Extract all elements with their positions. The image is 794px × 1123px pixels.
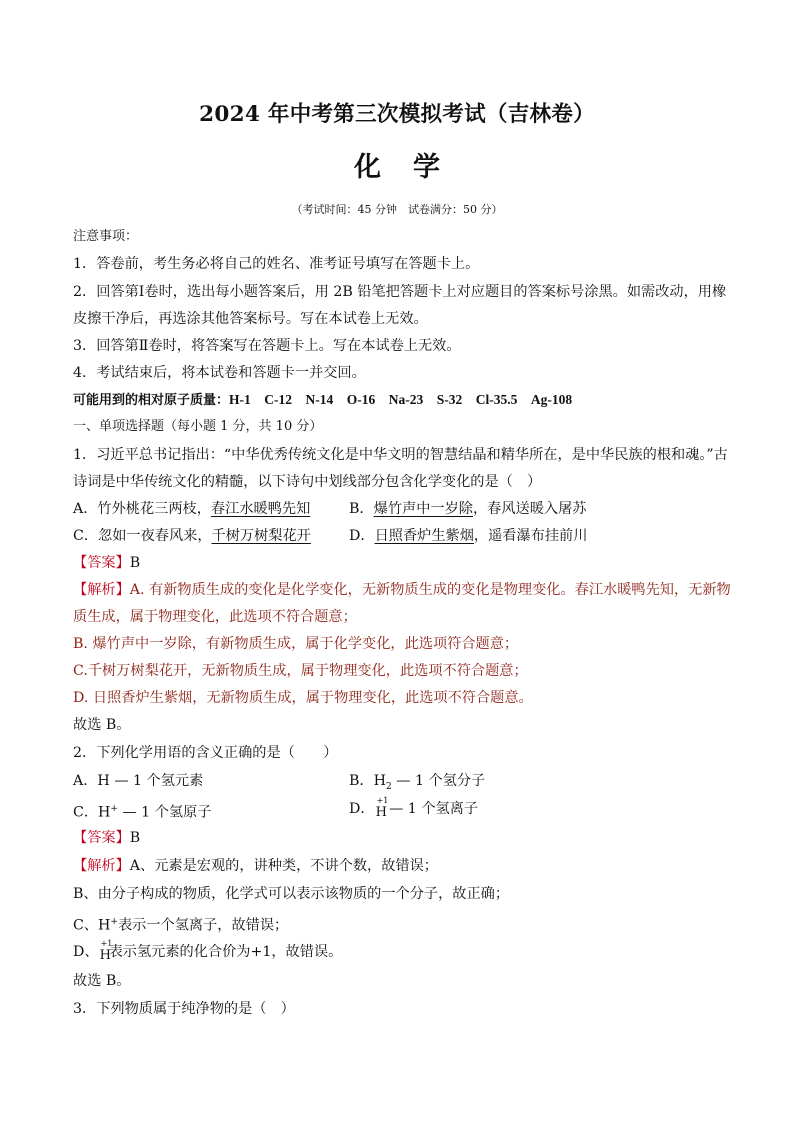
q1-option-b-label: B．: [349, 501, 374, 517]
q1-stem-line-2: 诗词是中华传统文化的精髓，以下诗句中划线部分包含化学变化的是（ ）: [73, 474, 542, 490]
section-heading: 一、单项选择题（每小题 1 分，共 10 分）: [73, 419, 323, 434]
q2-analysis-3: [73, 912, 288, 936]
atomic-mass-values: H-1 C-12 N-14 O-16 Na-23 S-32 Cl-35.5 Ag-108: [229, 392, 573, 407]
q2-analysis-1: [73, 856, 438, 876]
q2-option-c-superscript: +: [110, 804, 118, 814]
q1-option-a-text: A．竹外桃花三两枝，: [73, 501, 211, 517]
q1-option-d: [349, 526, 587, 546]
q2-answer: [73, 828, 140, 848]
valence-value: +1: [100, 939, 113, 948]
q2-option-a: A．H — 1 个氢元素: [73, 773, 204, 789]
q1-option-b: [349, 499, 586, 519]
q1-option-b-underline: 爆竹声中一岁除: [373, 501, 473, 517]
note-item-3: 3．回答第Ⅱ卷时，将答案写在答题卡上。写在本试卷上无效。: [73, 338, 461, 354]
exam-info: （考试时间：45 分钟 试卷满分：50 分）: [291, 203, 503, 216]
q3-stem: 3．下列物质属于纯净物的是（ ）: [73, 1001, 295, 1017]
q1-option-a: [73, 499, 310, 519]
q2-option-c-label: C．H: [73, 804, 111, 821]
q2-analysis-4: [73, 939, 343, 963]
atomic-mass-label: 可能用到的相对原子质量：: [73, 393, 230, 408]
q1-option-d-underline: 日照香炉生紫烟: [374, 528, 474, 544]
q2-analysis-3-superscript: +: [110, 917, 118, 927]
q2-option-b-subscript: 2: [386, 781, 392, 792]
q2-option-b-label: B．H: [349, 773, 386, 789]
valence-value: +1: [376, 796, 389, 805]
note-item-4: 4．考试结束后，将本试卷和答题卡一并交回。: [73, 365, 366, 381]
exam-title: 2024 年中考第三次模拟考试（吉林卷）: [199, 102, 595, 127]
q1-option-d-text: ，遥看瀑布挂前川: [473, 528, 588, 544]
q1-analysis-2: 质生成，属于物理变化，此选项不符合题意；: [73, 609, 357, 625]
q1-answer: [73, 553, 140, 573]
q2-analysis-4-label: D、: [73, 944, 99, 960]
q2-option-c-text: — 1 个氢原子: [117, 804, 212, 821]
q2-option-d-label: D．: [349, 801, 375, 817]
q2-analysis-3-label: C、H: [73, 917, 111, 934]
q1-answer-value: B: [129, 555, 141, 571]
valence-element: H: [99, 948, 111, 963]
q1-option-d-label: D．: [349, 528, 375, 544]
note-item-2-cont: 皮擦干净后，再选涂其他答案标号。写在本试卷上无效。: [73, 311, 428, 327]
q2-conclusion: 故选 B。: [73, 973, 131, 989]
q2-option-c: [73, 799, 211, 823]
q1-analysis-text-1: A. 有新物质生成的变化是化学变化，无新物质生成的变化是物理变化。春江水暖鸭先知，无新物: [129, 582, 731, 598]
q2-option-b-text: — 1 个氢分子: [391, 773, 486, 789]
q1-option-c-text: C．忽如一夜春风来，: [73, 528, 212, 544]
q2-option-b: [349, 771, 485, 797]
q2-analysis-3-text: 表示一个氢离子，故错误；: [117, 917, 289, 934]
q1-stem-line-1: 1．习近平总书记指出：“中华优秀传统文化是中华文明的智慧结晶和精华所在，是中华民族的根和魂。”古: [73, 447, 728, 463]
q1-analysis-4: C.千树万树梨花开，无新物质生成，属于物理变化，此选项不符合题意；: [73, 663, 528, 679]
q2-analysis-2: B、由分子构成的物质，化学式可以表示该物质的一个分子，故正确；: [73, 886, 510, 902]
q2-analysis-4-text: 表示氢元素的化合价为+1，故错误。: [108, 944, 343, 960]
q1-analysis-tag: 【解析】: [73, 582, 130, 598]
q1-analysis-5: D. 日照香炉生紫烟，无新物质生成，属于物理变化，此选项不符合题意。: [73, 690, 533, 706]
atomic-mass-line: [73, 390, 572, 411]
q1-answer-tag: 【答案】: [73, 555, 130, 571]
q2-stem: 2．下列化学用语的含义正确的是（ ）: [73, 745, 338, 761]
q1-option-c-underline: 千树万树梨花开: [211, 528, 311, 544]
q1-option-c: [73, 526, 311, 546]
q2-analysis-tag: 【解析】: [73, 858, 130, 874]
q2-option-d: [349, 796, 479, 820]
valence-symbol: [375, 796, 389, 820]
valence-element: H: [375, 805, 387, 820]
valence-symbol: [99, 939, 113, 963]
notes-heading: 注意事项：: [73, 229, 139, 244]
note-item-1: 1．答卷前，考生务必将自己的姓名、准考证号填写在答题卡上。: [73, 256, 480, 272]
subject-title: 化学: [354, 152, 472, 183]
q2-answer-tag: 【答案】: [73, 830, 130, 846]
q1-analysis-3: B. 爆竹声中一岁除，有新物质生成，属于化学变化，此选项符合题意；: [73, 636, 519, 652]
q1-option-a-underline: 春江水暖鸭先知: [210, 501, 311, 517]
q1-analysis-1: [73, 580, 731, 600]
q2-analysis-text-1: A、元素是宏观的，讲种类，不讲个数，故错误；: [129, 858, 438, 874]
q2-option-d-text: — 1 个氢离子: [384, 801, 479, 817]
q2-answer-value: B: [129, 830, 141, 846]
note-item-2: 2．回答第Ⅰ卷时，选出每小题答案后，用 2B 铅笔把答题卡上对应题目的答案标号涂黑。如需改动，用橡: [73, 284, 727, 300]
q1-conclusion: 故选 B。: [73, 717, 131, 733]
q1-option-b-text: ，春风送暖入屠苏: [472, 501, 587, 517]
